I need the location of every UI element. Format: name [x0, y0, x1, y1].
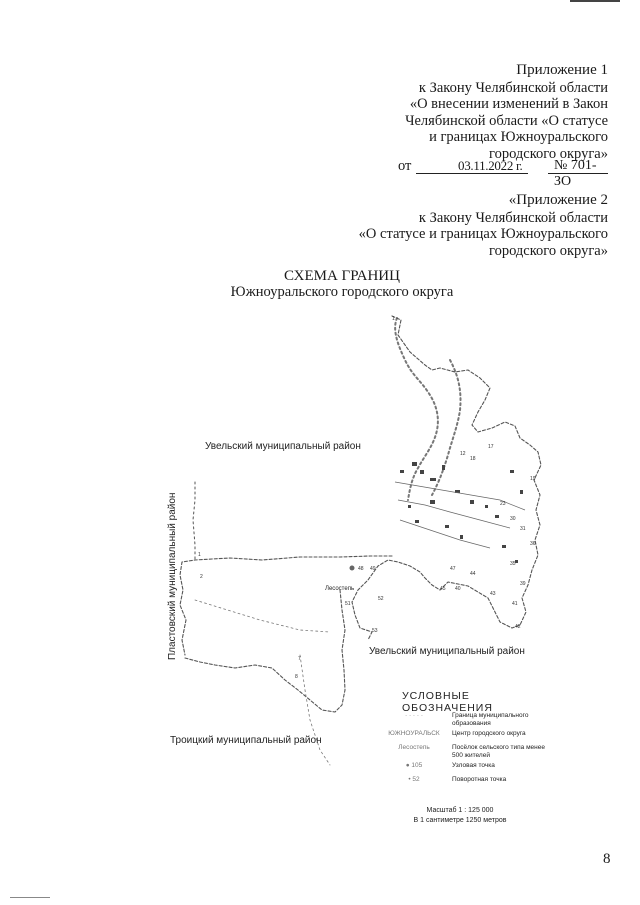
point-label: 49 — [370, 566, 376, 572]
point-label: 39 — [520, 581, 526, 587]
point-label: 41 — [512, 601, 518, 607]
point-label: 7 — [298, 656, 301, 662]
city-blocks — [400, 462, 523, 563]
municipal-boundary-line — [352, 316, 541, 640]
appendix2-block — [359, 192, 608, 259]
legend-symbol: · · · · · — [404, 712, 424, 719]
point-label: 51 — [345, 601, 351, 607]
appendix1-line: и границах Южноуральского — [429, 129, 608, 145]
point-label: 18 — [470, 456, 476, 462]
point-label: 31 — [520, 526, 526, 532]
point-label: 47 — [450, 566, 456, 572]
point-label: 8 — [295, 674, 298, 680]
point-label: 44 — [470, 571, 476, 577]
legend-text: Поворотная точка — [452, 776, 507, 783]
point-label: 35 — [510, 561, 516, 567]
point-label: 40 — [455, 586, 461, 592]
point-label: 42 — [515, 624, 521, 630]
signature-line — [398, 158, 610, 189]
scan-edge-mark — [570, 0, 620, 2]
legend-symbol: Лесостепь — [398, 744, 430, 751]
point-label: 52 — [378, 596, 384, 602]
map-legend — [380, 690, 545, 783]
point-label: 45 — [440, 586, 446, 592]
scan-edge-mark — [10, 897, 50, 898]
settlement-marker — [350, 566, 355, 571]
legend-text: Посёлок сельского типа менее 500 жителей — [452, 744, 545, 759]
appendix1-line: к Закону Челябинской области — [418, 79, 608, 96]
scale-description: В 1 сантиметре 1250 метров — [413, 817, 507, 824]
boundary-map — [0, 300, 640, 770]
river-corridor — [432, 360, 461, 495]
municipal-boundary-line — [195, 600, 330, 632]
appendix2-line: «О статусе и границах Южноуральского — [358, 226, 608, 242]
law-number: № 701-ЗО — [554, 158, 597, 189]
uvelsky-south-label: Увельский муниципальный район — [369, 646, 525, 657]
scheme-title: СХЕМА ГРАНИЦ — [284, 268, 400, 284]
point-label: 1 — [392, 316, 395, 322]
appendix1-line: городского округа» — [489, 145, 608, 162]
point-label: 12 — [460, 451, 466, 457]
troitsky-label: Троицкий муниципальный район — [170, 735, 322, 746]
legend-title: УСЛОВНЫЕ ОБОЗНАЧЕНИЯ — [402, 690, 493, 714]
point-label: 2 — [200, 574, 203, 580]
scheme-subtitle: Южноуральского городского округа — [230, 284, 454, 300]
appendix1-line: Челябинской области «О статусе — [405, 112, 608, 129]
appendix2-line: городского округа» — [489, 242, 608, 259]
point-label: 30 — [510, 516, 516, 522]
point-label: 17 — [488, 444, 494, 450]
point-label: 48 — [358, 566, 364, 572]
map-scale — [380, 806, 540, 826]
legend-text: Граница муниципального образования — [452, 712, 529, 727]
appendix1-block — [405, 62, 608, 162]
point-label: 43 — [490, 591, 496, 597]
law-date: 03.11.2022 г. — [458, 158, 523, 173]
municipal-boundary-line — [193, 482, 195, 560]
appendix1-title: Приложение 1 — [516, 62, 608, 78]
settlement-label: Лесостепь — [325, 586, 355, 592]
legend-symbol: ЮЖНОУРАЛЬСК — [388, 730, 440, 737]
plastovsky-label: Пластовский муниципальный район — [167, 492, 178, 660]
point-label: 53 — [372, 628, 378, 634]
page-number: 8 — [603, 851, 611, 867]
from-label: от — [398, 158, 412, 174]
legend-text: Центр городского округа — [452, 730, 526, 737]
municipal-boundary-line — [185, 590, 345, 712]
legend-symbol: • 52 — [408, 776, 420, 783]
point-label: 36 — [530, 541, 536, 547]
point-label: 1 — [198, 552, 201, 558]
uvelsky-north-label: Увельский муниципальный район — [205, 441, 361, 452]
appendix2-line: к Закону Челябинской области — [418, 209, 608, 226]
legend-text: Узловая точка — [452, 762, 495, 769]
scale-ratio: Масштаб 1 : 125 000 — [426, 807, 494, 814]
point-label: 19 — [530, 476, 536, 482]
legend-symbol: ● 105 — [405, 762, 423, 769]
appendix1-line: «О внесении изменений в Закон — [409, 96, 608, 112]
appendix2-title: «Приложение 2 — [508, 192, 608, 208]
point-label: 23 — [500, 501, 506, 507]
